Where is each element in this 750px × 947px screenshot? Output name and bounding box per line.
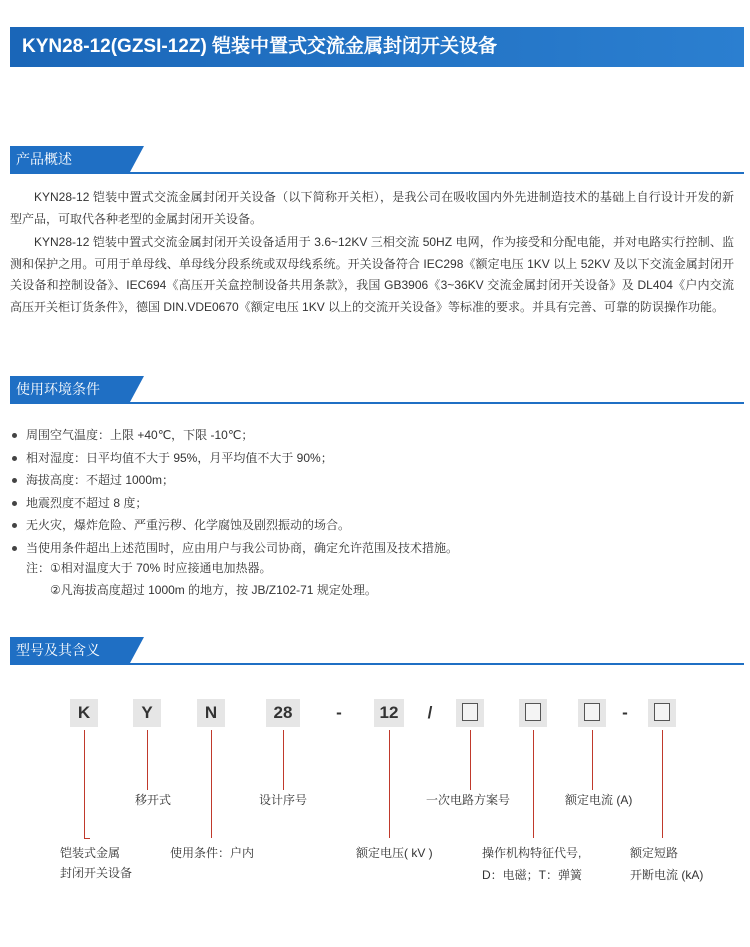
- label-rated-voltage: 额定电压( kV ): [356, 846, 433, 860]
- placeholder-square: [654, 703, 670, 721]
- note-2: ②凡海拔高度超过 1000m 的地方，按 JB/Z102-71 规定处理。: [50, 583, 377, 597]
- section-model-title: 型号及其含义: [10, 637, 130, 663]
- code-box-12: 12: [374, 699, 404, 727]
- placeholder-box-mechanism: [519, 699, 547, 727]
- label-armored-2: 封闭开关设备: [60, 866, 133, 880]
- environment-list: [10, 424, 734, 559]
- placeholder-square: [525, 703, 541, 721]
- label-breaking-2: 开断电流 (kA): [630, 868, 704, 882]
- label-design-no: 设计序号: [259, 793, 308, 807]
- section-divider: [10, 402, 744, 404]
- connector-tick: [84, 838, 90, 839]
- code-box-28: 28: [266, 699, 300, 727]
- connector-line: [470, 730, 471, 790]
- section-environment-title: 使用环境条件: [10, 376, 130, 402]
- connector-line: [211, 730, 212, 838]
- label-mechanism-2: D：电磁；T：弹簧: [482, 868, 582, 882]
- connector-line: [533, 730, 534, 838]
- label-rated-current: 额定电流 (A): [565, 793, 633, 807]
- connector-line: [592, 730, 593, 790]
- code-box-n: N: [197, 699, 225, 727]
- list-item: 相对湿度：日平均值不大于 95%，月平均值不大于 90%；: [10, 447, 734, 470]
- placeholder-square: [584, 703, 600, 721]
- label-armored-1: 铠装式金属: [60, 846, 121, 860]
- overview-paragraph-2: KYN28-12 铠装中置式交流金属封闭开关设备适用于 3.6~12KV 三相交流 50HZ 电网，作为接受和分配电能，并对电路实行控制、监测和保护之用。可用于单母线、单母线分段系统或双母线系统。开关设备符合 IEC298《额定电压 1KV 以上 52KV 及以下交流金属封闭开关设备和控制设备》、IEC694《高压开关盒控制设备共用条款》，我国 GB3906《3~36KV 交流金属封闭开关设备》及 DL404《户内交流高压开关柜订货条件》，德国 DIN.VDE0670《额定电压 1KV 以上的交流开关设备》等标准的要求。并具有完善、可靠的防误操作功能。: [10, 235, 734, 314]
- placeholder-square: [462, 703, 478, 721]
- code-box-y: Y: [133, 699, 161, 727]
- label-breaking-1: 额定短路: [630, 846, 679, 860]
- label-movable: 移开式: [135, 793, 172, 807]
- section-overview-header: [10, 146, 744, 174]
- separator-dash: -: [336, 703, 342, 722]
- code-box-k: K: [70, 699, 98, 727]
- note-1: 注：①相对温度大于 70% 时应接通电加热器。: [26, 561, 272, 575]
- label-circuit-scheme: 一次电路方案号: [426, 793, 511, 807]
- connector-line: [84, 730, 85, 838]
- section-overview-title: 产品概述: [10, 146, 130, 172]
- separator-slash: /: [427, 703, 433, 722]
- section-divider: [10, 172, 744, 174]
- list-item: 当使用条件超出上述范围时，应由用户与我公司协商，确定允许范围及技术措施。: [10, 537, 734, 560]
- placeholder-box-scheme: [456, 699, 484, 727]
- placeholder-box-breaking: [648, 699, 676, 727]
- separator-dash: -: [622, 703, 628, 722]
- section-model-header: [10, 637, 744, 665]
- list-item: 地震烈度不超过 8 度；: [10, 492, 734, 515]
- list-item: 海拔高度：不超过 1000m；: [10, 469, 734, 492]
- section-environment-header: [10, 376, 744, 404]
- connector-line: [389, 730, 390, 838]
- page-title: KYN28-12(GZSI-12Z) 铠装中置式交流金属封闭开关设备: [10, 27, 744, 67]
- list-item: 周围空气温度：上限 +40℃，下限 -10℃；: [10, 424, 734, 447]
- connector-line: [662, 730, 663, 838]
- section-divider: [10, 663, 744, 665]
- connector-line: [147, 730, 148, 790]
- placeholder-box-current: [578, 699, 606, 727]
- overview-paragraph-1: KYN28-12 铠装中置式交流金属封闭开关设备（以下简称开关柜），是我公司在吸收国内外先进制造技术的基础上自行设计开发的新型产品，可取代各种老型的金属封闭开关设备。: [10, 190, 734, 226]
- list-item: 无火灾，爆炸危险、严重污秽、化学腐蚀及剧烈振动的场合。: [10, 514, 734, 537]
- label-mechanism-1: 操作机构特征代号,: [482, 846, 582, 860]
- connector-line: [283, 730, 284, 790]
- label-indoor: 使用条件：户内: [170, 846, 255, 860]
